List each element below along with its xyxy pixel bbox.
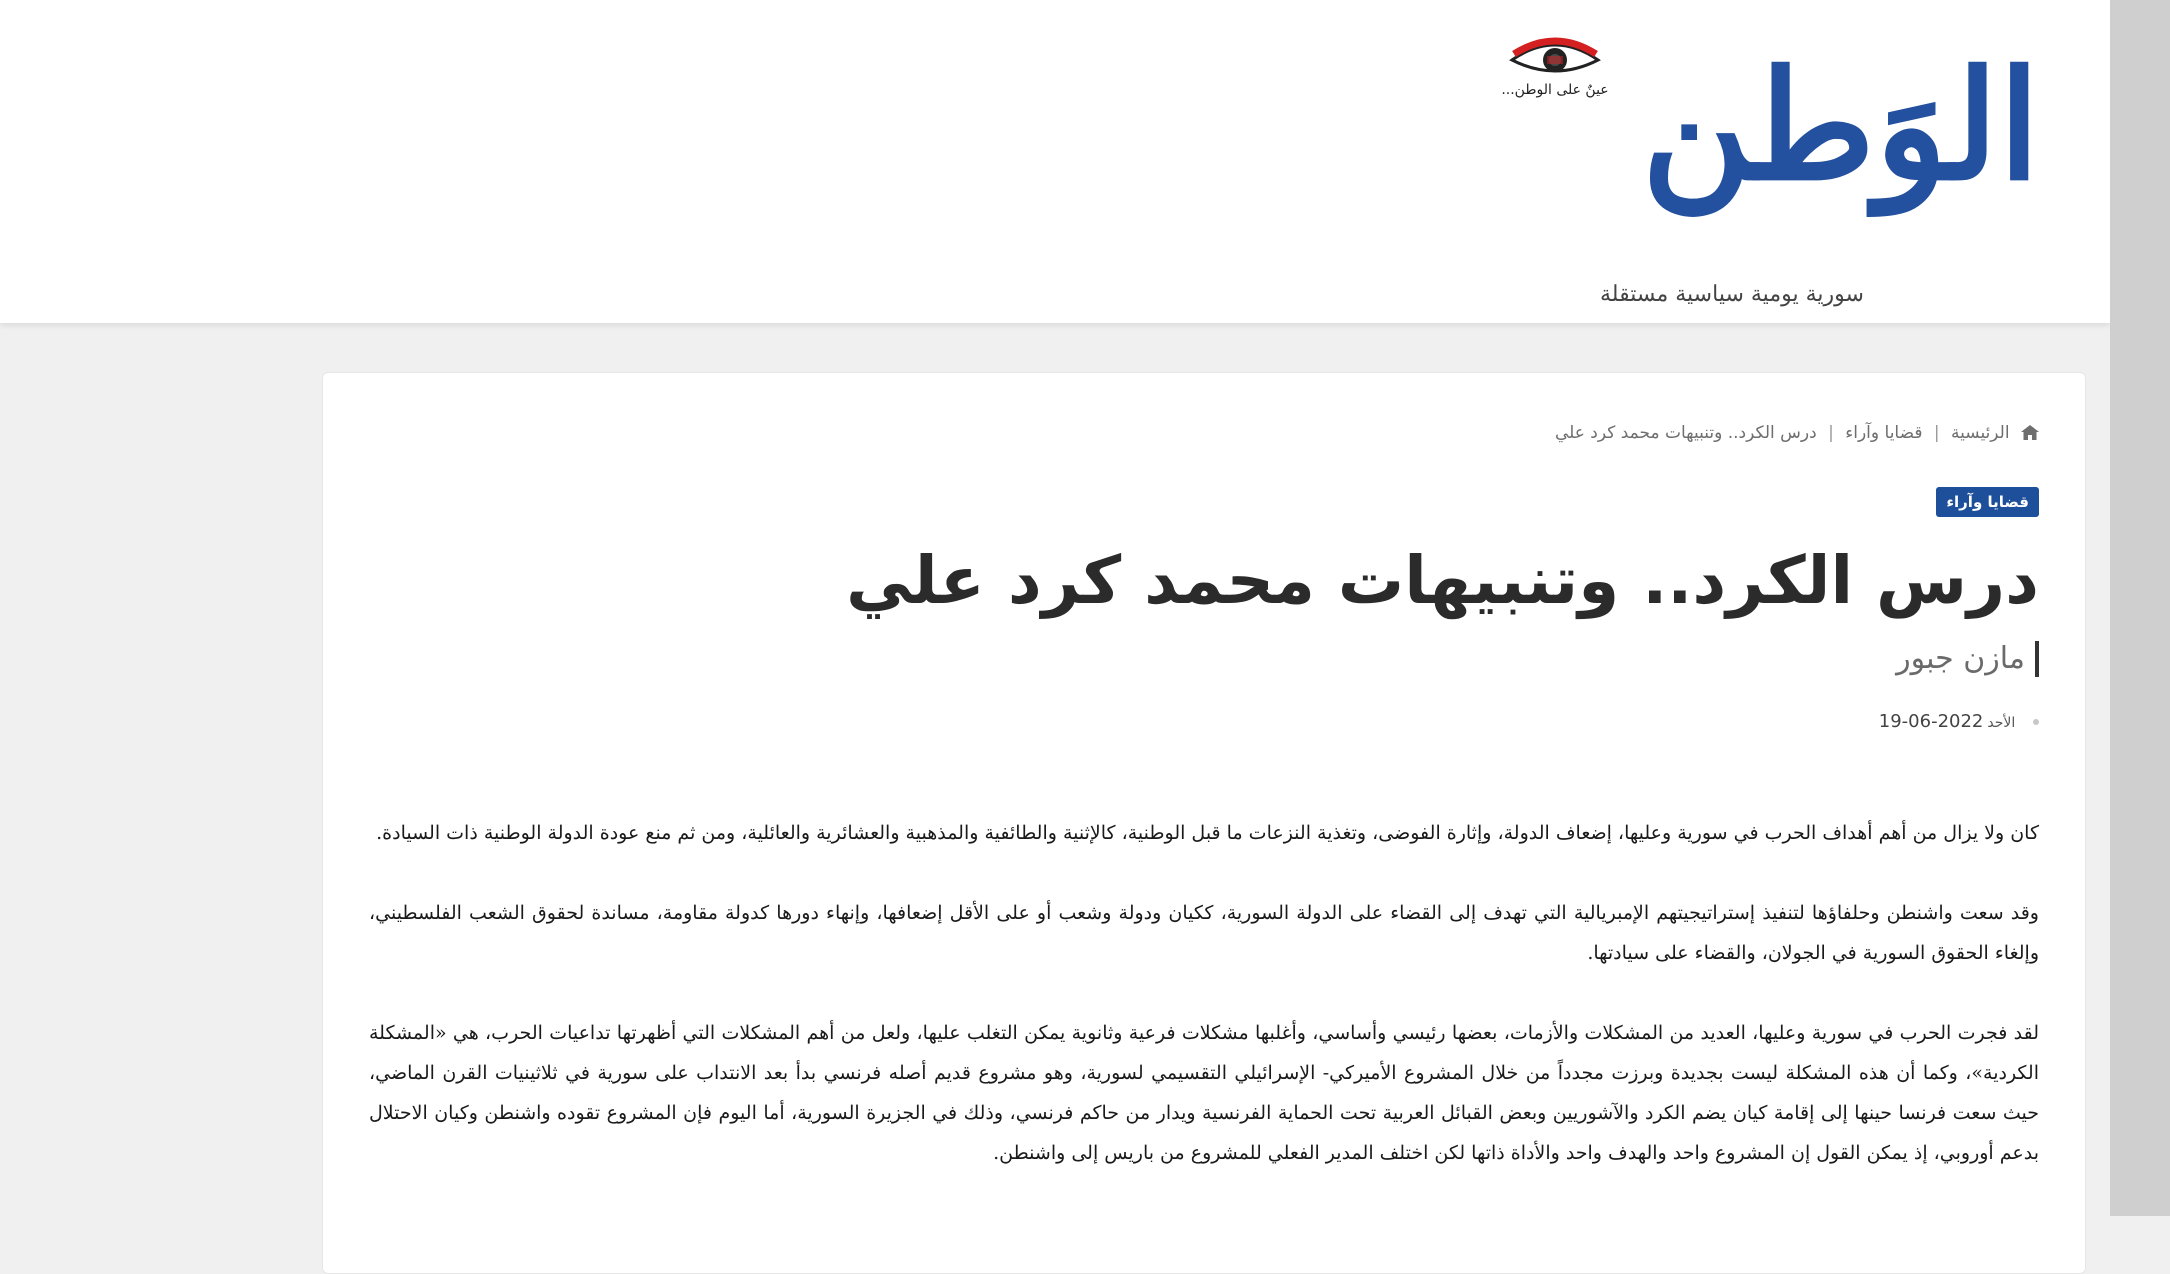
article-body [369,813,2039,1213]
breadcrumb-separator: | [1828,423,1834,443]
scroll-gutter [2110,0,2170,1216]
site-header [0,0,2110,323]
eye-caption: عينٌ على الوطن... [1501,82,1609,98]
author-name[interactable]: مازن جبور [1896,641,2039,677]
article-paragraph: لقد فجرت الحرب في سورية وعليها، العديد من المشكلات والأزمات، بعضها رئيسي وأساسي، وأغلبها مشكلات فرعية وثانوية يمكن التغلب عليها، ولعل من أهم المشكلات التي أظهرتها تداعيات الحرب، هي «المشكلة الكردية»، وكما أن هذه المشكلة ليست بجديدة وبرزت مجدداً من خلال المشروع الأميركي- الإسرائيلي التقسيمي لسورية، وهو مشروع قديم أصله فرنسي بدأ بعد الانتداب على سورية في ثلاثينيات القرن الماضي، حيث سعت فرنسا حينها إلى إقامة كيان يضم الكرد والآشوريين وبعض القبائل العربية تحت الحماية الفرنسية ويدار من حاكم فرنسي، وذلك في الجزيرة السورية، أما اليوم فإن المشروع تقوده واشنطن وكيان الاحتلال بدعم أوروبي، إذ يمكن القول إن المشروع واحد والهدف واحد والأداة ذاتها لكن اختلف المدير الفعلي للمشروع من باريس إلى واشنطن. [369,1022,2039,1164]
logo-wordmark: الوَطن [1641,38,2040,214]
publish-date-value: 2022-06-19 [1878,711,1984,732]
article-paragraph: وقد سعت واشنطن وحلفاؤها لتنفيذ إستراتيجيتهم الإمبريالية التي تهدف إلى القضاء على الدولة السورية، ككيان ودولة وشعب أو على الأقل إضعافها، وإنهاء دورها كدولة مقاومة، مساندة لحقوق الشعب الفلسطيني، وإلغاء الحقوق السورية في الجولان، والقضاء على سيادتها. [369,902,2039,964]
breadcrumb-current: درس الكرد.. وتنبيهات محمد كرد علي [1554,423,1817,443]
date-dot-icon [2033,719,2039,725]
article-card [322,372,2086,1274]
article-paragraph: كان ولا يزال من أهم أهداف الحرب في سورية وعليها، إضعاف الدولة، وإثارة الفوضى، وتغذية النزعات ما قبل الوطنية، كالإثنية والطائفية والمذهبية والعشائرية والعائلية، ومن ثم منع عودة الدولة الوطنية ذات السيادة. [376,822,2039,844]
publish-day: الأحد [1987,715,2016,731]
breadcrumb-separator: | [1933,423,1940,443]
category-badge[interactable]: قضايا وآراء [1936,487,2039,517]
breadcrumb [1555,423,2039,443]
article-title: درس الكرد.. وتنبيهات محمد كرد علي [846,542,2039,619]
logo-tagline: سورية يومية سياسية مستقلة [1600,282,1864,307]
eye-icon [1490,36,1620,84]
breadcrumb-home[interactable]: الرئيسية [1951,423,2010,443]
eye-emblem [1490,36,1620,106]
breadcrumb-section[interactable]: قضايا وآراء [1845,423,1923,443]
publish-date [1879,711,2039,732]
home-icon[interactable] [2021,425,2039,440]
